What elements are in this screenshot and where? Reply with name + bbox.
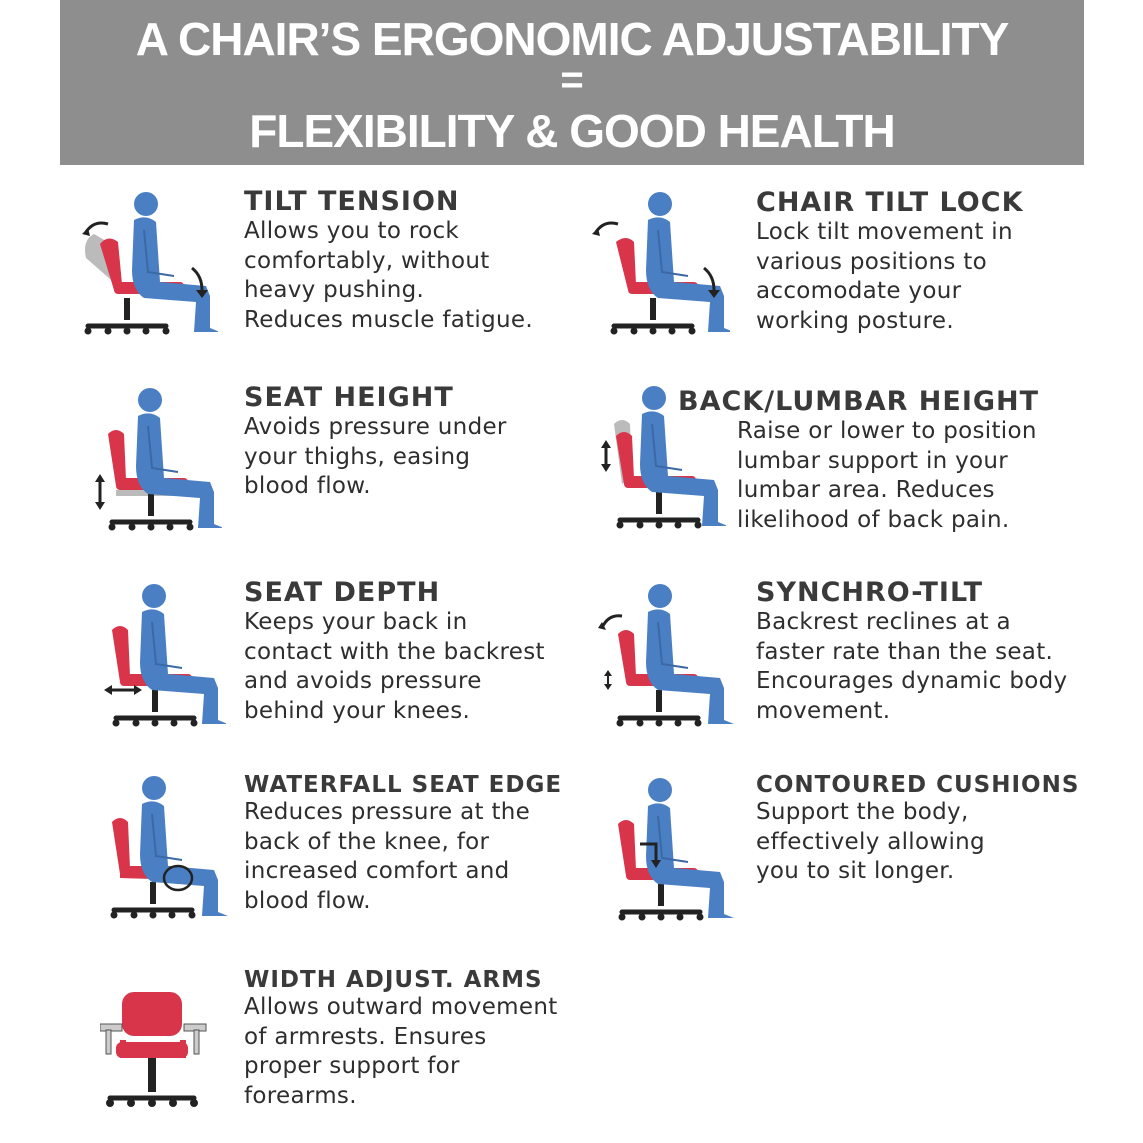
feature-line: proper support for: [244, 1053, 460, 1080]
feature-line: Reduces muscle fatigue.: [244, 306, 533, 333]
feature-line: effectively allowing: [756, 828, 985, 855]
header-equals: =: [560, 58, 584, 102]
feature-line: and avoids pressure: [244, 668, 482, 695]
feature-line: back of the knee, for: [244, 828, 490, 855]
header-banner: [60, 0, 1084, 165]
chair-synchro-tilt-icon: [596, 582, 736, 732]
feature-title: WATERFALL SEAT EDGE: [244, 772, 563, 798]
feature-line: lumbar support in your: [737, 447, 1009, 474]
feature-line: Encourages dynamic body: [756, 668, 1068, 695]
chair-tilt-lock-icon: [590, 190, 730, 340]
feature-line: working posture.: [756, 307, 954, 334]
chair-seat-depth-icon: [96, 582, 226, 732]
header-title-line3: FLEXIBILITY & GOOD HEALTH: [249, 105, 895, 157]
chair-width-arms-icon: [100, 988, 210, 1113]
feature-line: contact with the backrest: [244, 638, 545, 665]
feature-line: your thighs, easing: [244, 443, 471, 470]
feature-title: WIDTH ADJUST. ARMS: [244, 967, 543, 993]
feature-title: SYNCHRO-TILT: [756, 577, 984, 608]
feature-line: blood flow.: [244, 887, 371, 914]
feature-line: forearms.: [244, 1082, 357, 1109]
feature-line: heavy pushing.: [244, 277, 425, 304]
header-title-line1: A CHAIR’S ERGONOMIC ADJUSTABILITY: [135, 13, 1009, 65]
feature-line: Allows you to rock: [244, 218, 460, 244]
feature-line: Avoids pressure under: [244, 414, 507, 440]
feature-width-adjust-arms: [244, 967, 558, 1111]
feature-line: Lock tilt movement in: [756, 219, 1013, 245]
feature-line: Keeps your back in: [244, 609, 468, 635]
feature-line: movement.: [756, 697, 891, 724]
feature-line: of armrests. Ensures: [244, 1023, 487, 1050]
feature-line: increased comfort and: [244, 858, 510, 885]
chair-tilt-tension-icon: [78, 190, 218, 340]
feature-title: CONTOURED CUSHIONS: [756, 772, 1080, 798]
feature-line: accomodate your: [756, 278, 962, 305]
feature-line: Backrest reclines at a: [756, 609, 1011, 635]
feature-tilt-tension: [244, 186, 533, 335]
feature-line: Allows outward movement: [244, 994, 558, 1020]
feature-waterfall-seat-edge: [244, 772, 562, 916]
feature-line: Raise or lower to position: [737, 418, 1037, 444]
feature-line: various positions to: [756, 248, 987, 275]
feature-seat-depth: [244, 577, 545, 726]
feature-line: likelihood of back pain.: [737, 506, 1010, 533]
feature-line: behind your knees.: [244, 697, 471, 724]
feature-title: SEAT HEIGHT: [244, 382, 454, 413]
feature-synchro-tilt: [756, 577, 1067, 726]
chair-seat-height-icon: [92, 386, 222, 536]
feature-chair-tilt-lock: [756, 187, 1024, 336]
feature-title: CHAIR TILT LOCK: [756, 187, 1024, 218]
feature-title: SEAT DEPTH: [244, 577, 441, 608]
feature-line: lumbar area. Reduces: [737, 477, 995, 504]
feature-back-lumbar-height: [678, 386, 1039, 535]
feature-line: Support the body,: [756, 799, 969, 825]
feature-title: TILT TENSION: [244, 186, 460, 217]
feature-seat-height: [244, 382, 507, 502]
chair-contoured-cushions-icon: [608, 776, 738, 926]
feature-line: Reduces pressure at the: [244, 799, 531, 825]
chair-waterfall-edge-icon: [100, 774, 230, 924]
feature-title: BACK/LUMBAR HEIGHT: [678, 386, 1040, 417]
feature-line: blood flow.: [244, 473, 371, 500]
feature-line: faster rate than the seat.: [756, 638, 1054, 665]
feature-contoured-cushions: [756, 772, 1079, 887]
feature-line: comfortably, without: [244, 247, 490, 274]
feature-line: you to sit longer.: [756, 858, 955, 885]
